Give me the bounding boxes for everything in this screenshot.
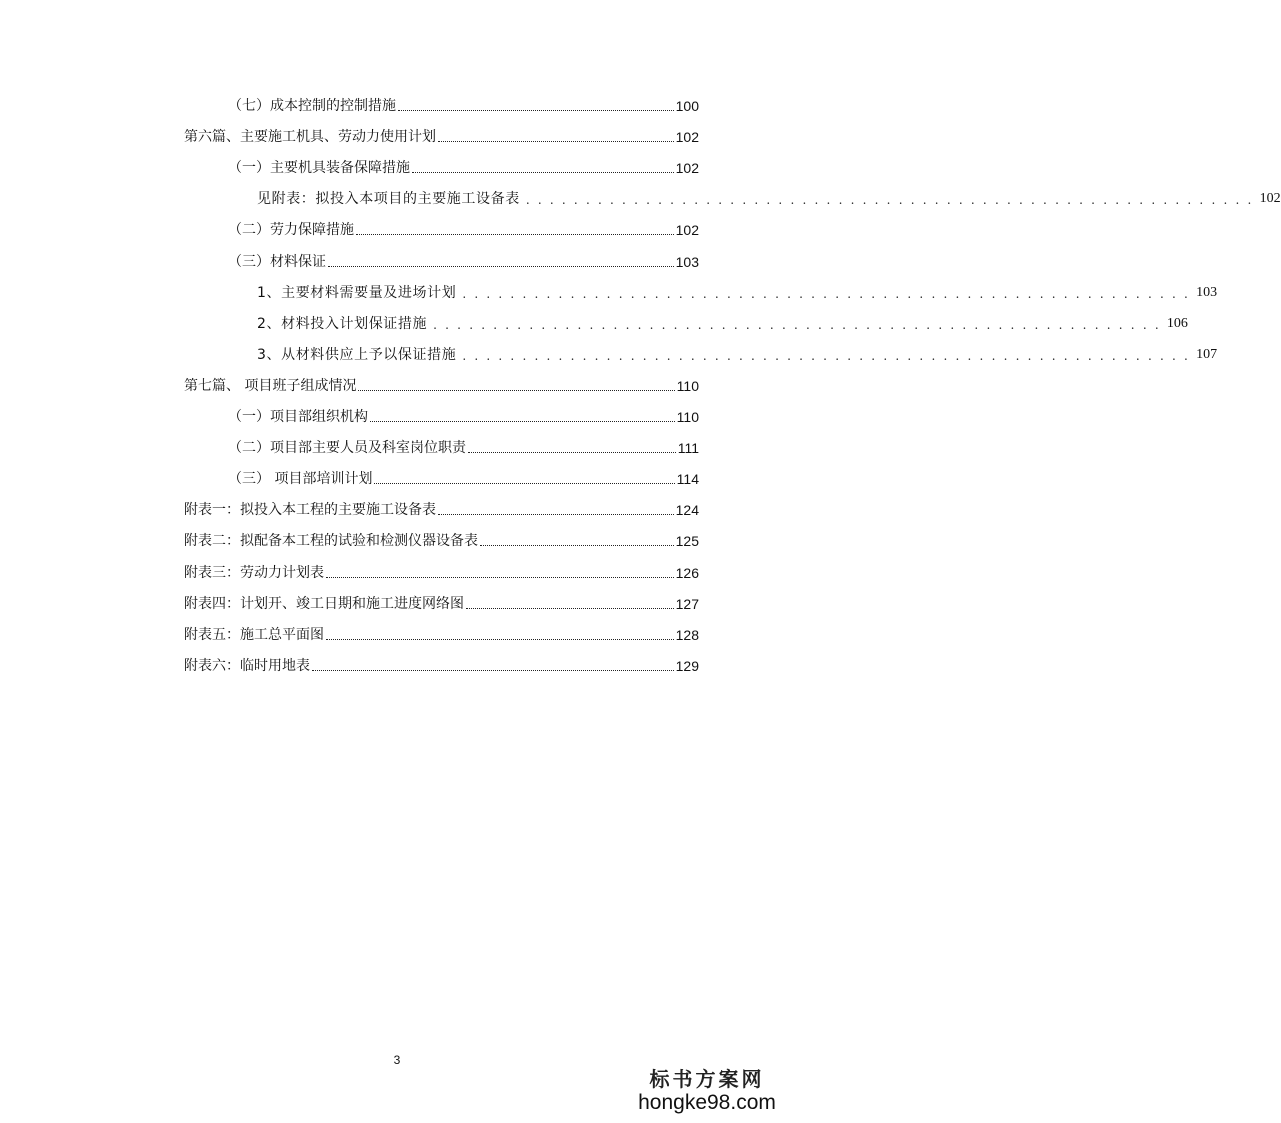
toc-entry[interactable] — [184, 654, 699, 676]
toc-entry[interactable] — [228, 156, 699, 178]
toc-entry-page: 129 — [675, 657, 699, 674]
toc-entry-page: 114 — [676, 471, 699, 488]
toc-entry-page: 107 — [1196, 346, 1218, 362]
toc-entry-label: 第七篇、 项目班子组成情况 — [184, 377, 357, 394]
page-number: 3 — [393, 1053, 401, 1067]
toc-entry[interactable] — [228, 250, 699, 272]
toc-entry-page: 124 — [675, 502, 699, 519]
toc-dot-leader — [398, 106, 674, 111]
toc-entry-label: 附表四：计划开、竣工日期和施工进度网络图 — [184, 595, 464, 612]
toc-entry[interactable] — [184, 498, 699, 520]
toc-entry-page: 126 — [675, 564, 699, 581]
toc-entry[interactable] — [228, 405, 699, 427]
toc-dot-leader — [468, 448, 676, 453]
toc-dot-leader — [374, 479, 674, 484]
toc-dot-leader — [480, 541, 674, 546]
toc-entry-page: 100 — [675, 98, 699, 114]
toc-entry-label: 1、主要材料需要量及进场计划 — [257, 284, 457, 301]
toc-entry-label: 2、材料投入计划保证措施 — [257, 315, 428, 332]
toc-entry-page: 128 — [675, 626, 699, 643]
toc-entry[interactable] — [257, 312, 1188, 334]
toc-entry-label: 3、从材料供应上予以保证措施 — [257, 346, 457, 363]
watermark-url: hongke98.com — [638, 1091, 776, 1114]
toc-entry[interactable] — [257, 281, 1218, 303]
toc-entry[interactable] — [184, 561, 699, 583]
toc-entry-page: 102 — [675, 129, 699, 146]
toc-dot-leader — [358, 386, 674, 391]
toc-entry[interactable] — [257, 343, 1218, 365]
toc-entry-label: （一）项目部组织机构 — [228, 409, 368, 425]
toc-entry-page: 110 — [676, 377, 699, 394]
toc-dot-leader — [438, 510, 674, 515]
toc-dot-leader — [466, 604, 674, 609]
toc-entry[interactable] — [184, 125, 699, 147]
toc-entry-label: （七）成本控制的控制措施 — [228, 98, 396, 114]
toc-entry-page: 103 — [1196, 284, 1218, 300]
toc-entry-page: 111 — [677, 440, 699, 457]
toc-entry-page: 127 — [675, 595, 699, 612]
toc-entry[interactable] — [184, 623, 699, 645]
toc-dot-leader — [326, 635, 674, 640]
toc-entry-label: （三）材料保证 — [228, 253, 326, 270]
toc-entry-label: 附表一：拟投入本工程的主要施工设备表 — [184, 502, 436, 519]
toc-entry-label: 附表五：施工总平面图 — [184, 626, 324, 643]
toc-entry[interactable] — [184, 529, 699, 551]
toc-entry-label: 见附表：拟投入本项目的主要施工设备表 — [257, 191, 520, 208]
toc-dot-leader: . . . . . . . . . . . . . . . . . . . . . . . . . . . . . . . . . . . . . . . . . . . . . . . . . . . . . . . . . . . . . — [462, 348, 1191, 363]
toc-dot-leader: . . . . . . . . . . . . . . . . . . . . . . . . . . . . . . . . . . . . . . . . . . . . . . . . . . . . . . . . . . . . . — [525, 193, 1254, 208]
toc-dot-leader: . . . . . . . . . . . . . . . . . . . . . . . . . . . . . . . . . . . . . . . . . . . . . . . . . . . . . . . . . . . . . — [462, 286, 1191, 301]
toc-dot-leader — [326, 573, 674, 578]
toc-dot-leader: . . . . . . . . . . . . . . . . . . . . . . . . . . . . . . . . . . . . . . . . . . . . . . . . . . . . . . . . . . . . . — [433, 317, 1161, 332]
toc-entry-label: （三） 项目部培训计划 — [228, 471, 373, 488]
toc-entry-label: （一）主要机具装备保障措施 — [228, 160, 410, 177]
watermark-title: 标书方案网 — [649, 1067, 765, 1091]
watermark-logo — [632, 1067, 782, 1115]
toc-entry[interactable] — [184, 592, 699, 614]
toc-entry-label: 附表二：拟配备本工程的试验和检测仪器设备表 — [184, 533, 478, 550]
toc-entry[interactable] — [228, 218, 699, 240]
toc-entry-page: 125 — [675, 533, 699, 550]
toc-dot-leader — [370, 417, 675, 422]
toc-dot-leader — [438, 137, 674, 142]
toc-entry-page: 102 — [675, 160, 699, 177]
toc-dot-leader — [356, 230, 674, 235]
toc-entry-label: （二）项目部主要人员及科室岗位职责 — [228, 440, 466, 457]
toc-entry-label: 附表六：临时用地表 — [184, 657, 310, 674]
toc-entry-label: 附表三：劳动力计划表 — [184, 564, 324, 581]
toc-entry[interactable] — [228, 467, 699, 489]
toc-entry-page: 110 — [676, 409, 699, 425]
toc-entry[interactable] — [257, 187, 1281, 209]
toc-entry[interactable] — [228, 94, 699, 116]
toc-entry[interactable] — [228, 436, 699, 458]
toc-entry-label: 第六篇、主要施工机具、劳动力使用计划 — [184, 129, 436, 146]
toc-entry[interactable] — [184, 374, 699, 396]
toc-dot-leader — [328, 262, 674, 267]
toc-entry-page: 102 — [1259, 191, 1281, 207]
toc-dot-leader — [312, 666, 674, 671]
toc-entry-label: （二）劳力保障措施 — [228, 222, 354, 239]
toc-entry-page: 106 — [1166, 315, 1188, 331]
toc-entry-page: 103 — [675, 253, 699, 270]
toc-entry-page: 102 — [675, 222, 699, 239]
toc-dot-leader — [412, 168, 674, 173]
